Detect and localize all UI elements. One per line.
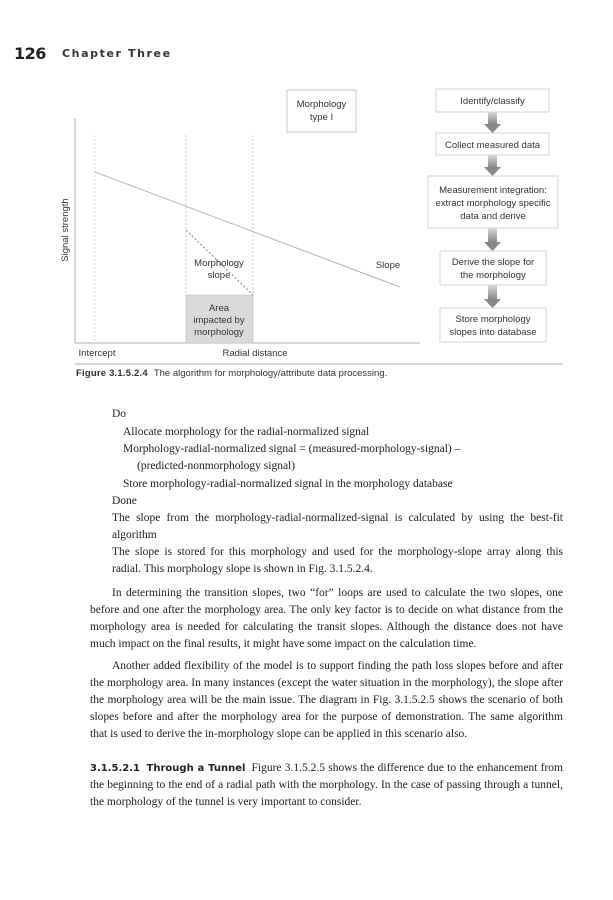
morphology-type-line-1: Morphology: [296, 99, 347, 110]
slope-label: Slope: [375, 260, 401, 271]
caption-label: Figure 3.1.5.2.4: [76, 368, 148, 379]
morphology-slope-label-1: Morphology: [194, 258, 244, 269]
flow-step-4-line-2: the morphology: [460, 270, 526, 281]
slope-line: [95, 172, 400, 287]
section-number: 3.1.5.2.1: [90, 763, 140, 774]
algorithm-line-2b: (predicted-nonmorphology signal): [137, 460, 296, 472]
paragraph-1: [90, 585, 563, 653]
section-title: Through a Tunnel: [146, 763, 246, 774]
algorithm-done: Done: [112, 495, 137, 507]
flow-step-3-line-3: data and derive: [460, 211, 526, 222]
algorithm-line-1: Allocate morphology for the radial-normalized signal: [123, 426, 370, 438]
morphology-slope-label-2: slope: [207, 270, 231, 281]
algorithm-note-2: The slope is stored for this morphology and used for the morphology-slope array along this radial. This morphology slope is shown in Fig. 3.1.5.2.4.: [112, 546, 563, 575]
flow-arrow-2: [484, 155, 501, 176]
page-number: 126: [14, 44, 46, 63]
figure-caption: [76, 368, 387, 379]
area-label-2: impacted by: [193, 315, 245, 326]
flow-step-1-text: Identify/classify: [460, 96, 525, 107]
flow-arrow-3: [484, 228, 501, 251]
radial-distance-label: Radial distance: [222, 348, 288, 359]
paragraph-1-text: In determining the transition slopes, two “for” loops are used to calculate the two slopes, one before and one after the morphology area. The only key factor is to decide on what distance from the morphology area is needed for calculating the transit slopes. Although the distance does not have much impact on the final results, it might have some impact on the calculation time.: [90, 587, 563, 650]
morphology-type-box: [287, 90, 356, 132]
paragraph-3: [90, 760, 563, 811]
paragraph-2-text: Another added flexibility of the model is to support finding the path loss slopes before and after the morphology area. In many instances (except the water situation in the morphology), the slope after the morphology area will be the main issue. The diagram in Fig. 3.1.5.2.5 shows the scenario of both slopes before and after the morphology area for the purpose of demonstration. The same algorithm that is used to derive the in-morphology slope can be applied in this scenario also.: [90, 660, 563, 740]
morphology-type-line-2: type I: [309, 112, 334, 123]
flow-step-3-line-1: Measurement integration:: [439, 185, 547, 196]
intercept-label: Intercept: [78, 348, 116, 359]
chapter-title: Chapter Three: [62, 47, 172, 60]
flow-step-2-text: Collect measured data: [444, 140, 541, 151]
flow-step-3-line-2: extract morphology specific: [435, 198, 551, 209]
algorithm-line-3: Store morphology-radial-normalized signal in the morphology database: [123, 478, 453, 490]
algorithm-line-2: [123, 441, 563, 475]
y-axis-label: Signal strength: [60, 198, 71, 262]
flow-arrow-4: [484, 285, 501, 308]
caption-text: The algorithm for morphology/attribute data processing.: [153, 368, 388, 379]
signal-chart: [60, 118, 420, 359]
algorithm-line-2a: Morphology-radial-normalized signal = (measured-morphology-signal) –: [123, 443, 461, 455]
flow-step-4-line-1: Derive the slope for: [451, 257, 535, 268]
flow-step-5-line-1: Store morphology: [455, 314, 531, 325]
paragraph-3-text: Figure 3.1.5.2.5 shows the difference due to the enhancement from the beginning to the end of a radial path with the morphology. In the case of passing through a tunnel, the morphology of the tunnel is very important to consider.: [90, 762, 564, 808]
area-label-1: Area: [208, 303, 230, 314]
algorithm-note-1: The slope from the morphology-radial-normalized-signal is calculated by using the best-fit algorithm: [112, 512, 563, 541]
flow-step-5-line-2: slopes into database: [449, 327, 537, 338]
algorithm-figure: [0, 0, 613, 365]
paragraph-2: [90, 658, 563, 743]
process-flowchart: [428, 89, 558, 342]
flow-arrow-1: [484, 112, 501, 133]
algorithm-do: Do: [112, 408, 127, 420]
area-label-3: morphology: [194, 327, 244, 338]
